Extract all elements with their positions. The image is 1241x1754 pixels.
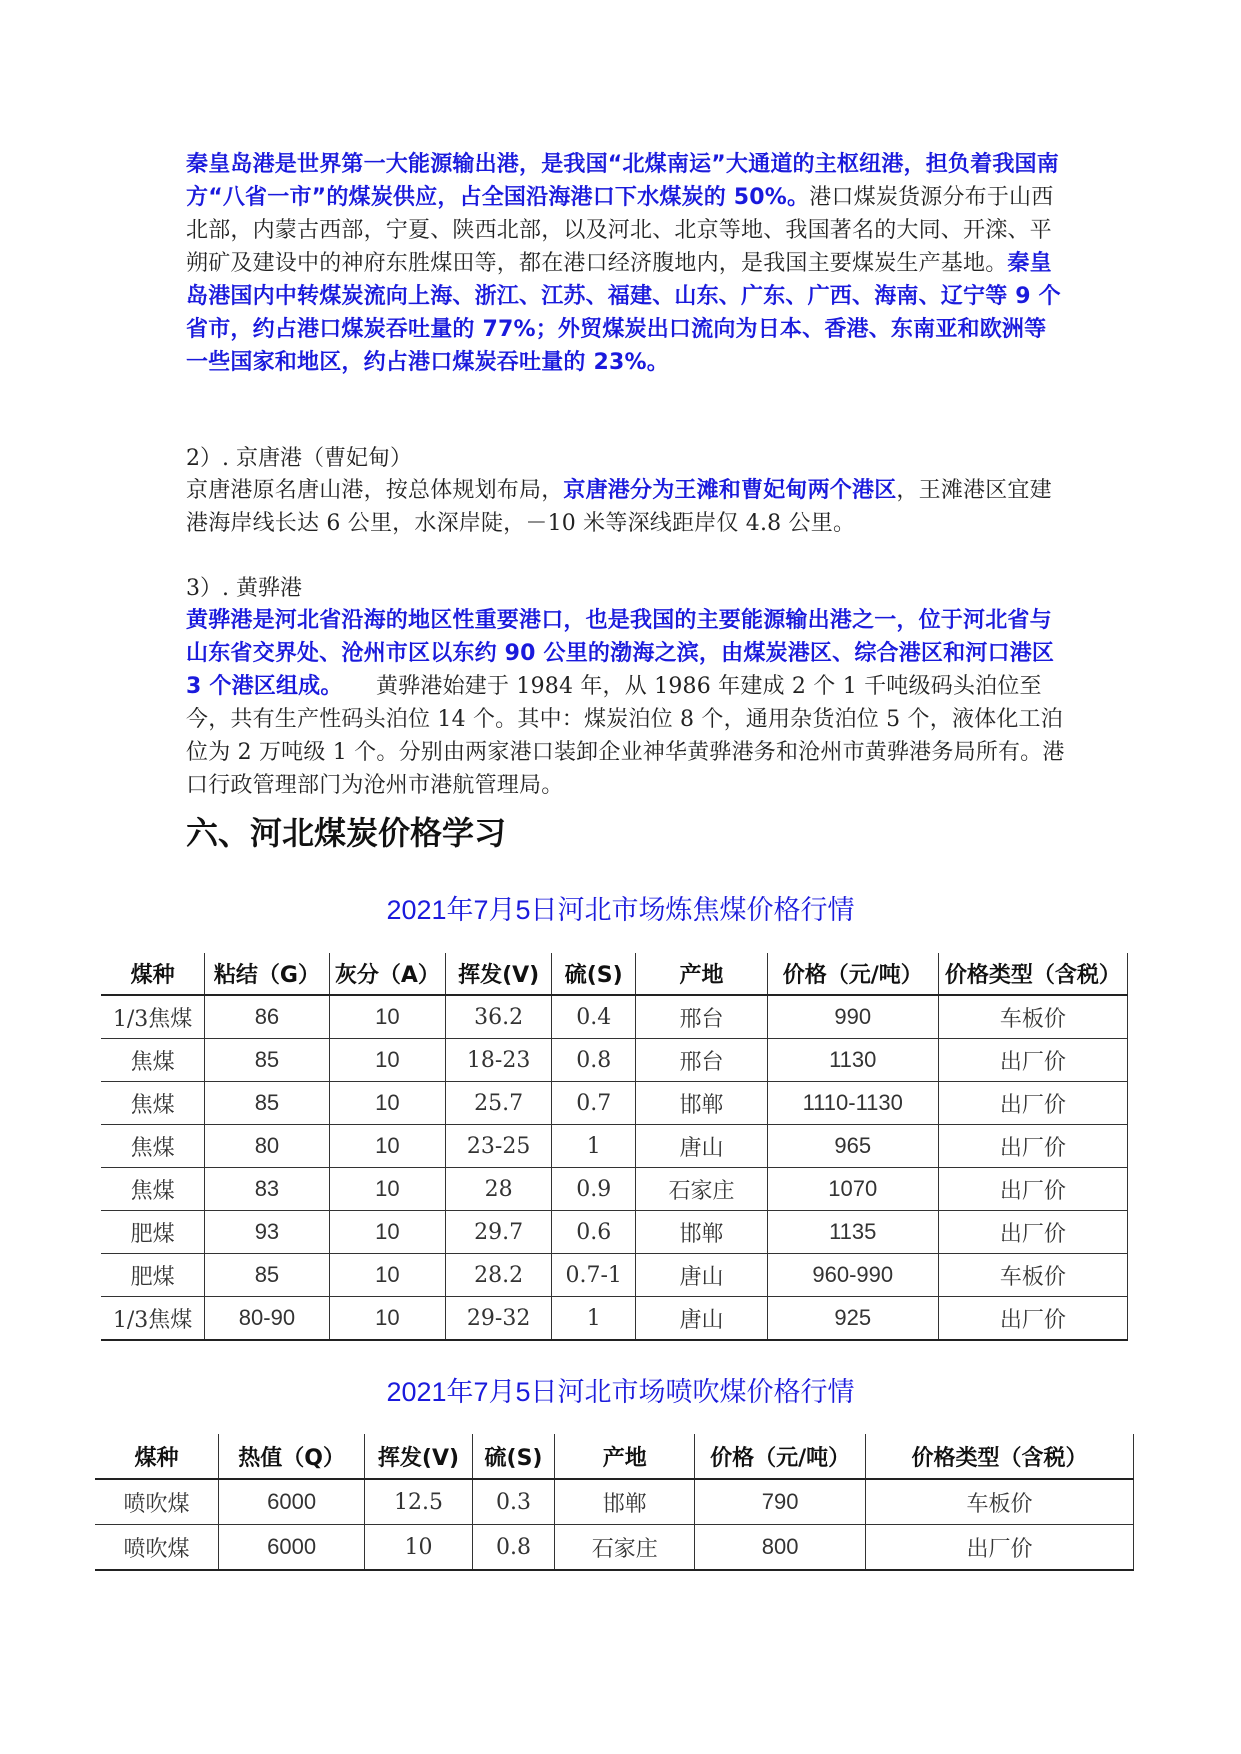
table-cell: 0.8: [472, 1525, 555, 1571]
table-cell: 10: [329, 1125, 445, 1168]
table-cell: 车板价: [938, 995, 1127, 1039]
table-cell: 12.5: [365, 1479, 472, 1525]
table-cell: 焦煤: [101, 1125, 205, 1168]
column-header: 挥发(V): [365, 1434, 472, 1479]
table-cell: 925: [767, 1297, 938, 1341]
body-text: 京唐港原名唐山港，按总体规划布局，: [186, 478, 564, 503]
table-cell: 0.9: [552, 1168, 636, 1211]
table-cell: 邯郸: [636, 1082, 768, 1125]
table-cell: 肥煤: [101, 1211, 205, 1254]
highlight-text: 秦皇岛港国内中转煤炭流向上海、浙江、江苏、福建、山东、广东、广西、海南、辽宁等 9 个省市，约占港口煤炭吞吐量的 77%；外贸煤炭出口流向为日本、香港、东南亚和欧洲等一些国家和地区，约占港口煤炭吞吐量的 23%。: [186, 251, 1061, 375]
table-row: [101, 1168, 1128, 1211]
column-header: 热值（Q）: [219, 1434, 365, 1479]
table-cell: 10: [329, 1082, 445, 1125]
table-cell: 1135: [767, 1211, 938, 1254]
table-cell: 6000: [219, 1525, 365, 1571]
table-cell: 80: [205, 1125, 329, 1168]
coking-coal-price-table: [101, 953, 1128, 1341]
table-cell: 0.7: [552, 1082, 636, 1125]
table-cell: 车板价: [866, 1479, 1134, 1525]
table-cell: 0.6: [552, 1211, 636, 1254]
table-cell: 0.3: [472, 1479, 555, 1525]
table-cell: 83: [205, 1168, 329, 1211]
table-cell: 10: [329, 1297, 445, 1341]
table-cell: 1/3焦煤: [101, 1297, 205, 1341]
table-cell: 喷吹煤: [95, 1479, 219, 1525]
column-header: 硫(S): [472, 1434, 555, 1479]
table-header-row: [95, 1434, 1134, 1479]
table-header-row: [101, 953, 1128, 995]
table-cell: 10: [329, 1211, 445, 1254]
table-cell: 0.8: [552, 1039, 636, 1082]
table-cell: 出厂价: [938, 1039, 1127, 1082]
table-cell: 18-23: [446, 1039, 552, 1082]
table-cell: 29.7: [446, 1211, 552, 1254]
table-cell: 85: [205, 1254, 329, 1297]
table-cell: 800: [695, 1525, 866, 1571]
table-cell: 邢台: [636, 995, 768, 1039]
table-cell: 车板价: [938, 1254, 1127, 1297]
table-row: [101, 995, 1128, 1039]
table-cell: 10: [329, 995, 445, 1039]
table-cell: 1070: [767, 1168, 938, 1211]
table-cell: 85: [205, 1039, 329, 1082]
table-cell: 80-90: [205, 1297, 329, 1341]
table-cell: 10: [329, 1254, 445, 1297]
table-cell: 石家庄: [555, 1525, 695, 1571]
table-cell: 93: [205, 1211, 329, 1254]
table-cell: 唐山: [636, 1254, 768, 1297]
column-header: 价格（元/吨）: [695, 1434, 866, 1479]
table-cell: 出厂价: [938, 1211, 1127, 1254]
table2-title: 2021年7月5日河北市场喷吹煤价格行情: [386, 1377, 855, 1407]
column-header: 价格类型（含税）: [866, 1434, 1134, 1479]
table-cell: 肥煤: [101, 1254, 205, 1297]
column-header: 价格（元/吨）: [767, 953, 938, 995]
table-cell: 唐山: [636, 1125, 768, 1168]
table-cell: 28.2: [446, 1254, 552, 1297]
qinhuangdao-paragraph: [186, 148, 1066, 379]
table-cell: 28: [446, 1168, 552, 1211]
column-header: 挥发(V): [446, 953, 552, 995]
table-cell: 唐山: [636, 1297, 768, 1341]
table-row: [101, 1211, 1128, 1254]
section-title: 六、河北煤炭价格学习: [186, 814, 507, 852]
table-cell: 邯郸: [636, 1211, 768, 1254]
column-header: 价格类型（含税）: [938, 953, 1127, 995]
table-cell: 10: [329, 1168, 445, 1211]
table-cell: 1: [552, 1125, 636, 1168]
table-cell: 85: [205, 1082, 329, 1125]
body-text: ，王滩港区宜建港海岸线长达 6 公里，水深岸陡，－10 米等深线距岸仅 4.8 公里。: [186, 478, 1052, 536]
pci-coal-price-table: [95, 1434, 1134, 1571]
table-cell: 焦煤: [101, 1082, 205, 1125]
column-header: 产地: [555, 1434, 695, 1479]
table-row: [101, 1297, 1128, 1341]
column-header: 硫(S): [552, 953, 636, 995]
column-header: 煤种: [95, 1434, 219, 1479]
column-header: 粘结（G）: [205, 953, 329, 995]
table-row: [101, 1254, 1128, 1297]
table-cell: 10: [329, 1039, 445, 1082]
table-cell: 10: [365, 1525, 472, 1571]
table-row: [95, 1525, 1134, 1571]
column-header: 煤种: [101, 953, 205, 995]
table-cell: 960-990: [767, 1254, 938, 1297]
jingtang-heading: 2）. 京唐港（曹妃甸）: [186, 446, 412, 471]
highlight-text: 黄骅港是河北省沿海的地区性重要港口，也是我国的主要能源输出港之一，位于河北省与山东省交界处、沧州市区以东约 90 公里的渤海之滨，由煤炭港区、综合港区和河口港区 3 个港区组成。: [186, 608, 1055, 699]
huanghua-paragraph: [186, 604, 1066, 802]
table-cell: 990: [767, 995, 938, 1039]
body-text: 港口煤炭货源分布于山西北部，内蒙古西部，宁夏、陕西北部，以及河北、北京等地、我国著名的大同、开滦、平朔矿及建设中的神府东胜煤田等，都在港口经济腹地内，是我国主要煤炭生产基地。: [186, 185, 1054, 276]
table-cell: 出厂价: [938, 1297, 1127, 1341]
highlight-text: 京唐港分为王滩和曹妃甸两个港区: [563, 478, 897, 503]
body-text: 黄骅港始建于 1984 年，从 1986 年建成 2 个 1 千吨级码头泊位至今，共有生产性码头泊位 14 个。其中：煤炭泊位 8 个，通用杂货泊位 5 个，液体化工泊位为 2 万吨级 1 个。分别由两家港口装卸企业神华黄骅港务和沧州市黄骅港务局所有。港口行政管理部门为沧州市港航管理局。: [186, 674, 1065, 798]
table-cell: 石家庄: [636, 1168, 768, 1211]
table-cell: 焦煤: [101, 1039, 205, 1082]
table-cell: 焦煤: [101, 1168, 205, 1211]
table-cell: 喷吹煤: [95, 1525, 219, 1571]
table-cell: 36.2: [446, 995, 552, 1039]
table-cell: 出厂价: [866, 1525, 1134, 1571]
table-cell: 1: [552, 1297, 636, 1341]
table1-title: 2021年7月5日河北市场炼焦煤价格行情: [386, 895, 855, 925]
table-cell: 965: [767, 1125, 938, 1168]
table-cell: 790: [695, 1479, 866, 1525]
table-cell: 25.7: [446, 1082, 552, 1125]
table-cell: 邢台: [636, 1039, 768, 1082]
table-cell: 6000: [219, 1479, 365, 1525]
table-cell: 29-32: [446, 1297, 552, 1341]
table-row: [101, 1082, 1128, 1125]
table-cell: 0.4: [552, 995, 636, 1039]
column-header: 灰分（A）: [329, 953, 445, 995]
table-cell: 1110-1130: [767, 1082, 938, 1125]
table-cell: 23-25: [446, 1125, 552, 1168]
table-cell: 出厂价: [938, 1082, 1127, 1125]
table-cell: 1130: [767, 1039, 938, 1082]
huanghua-heading: 3）. 黄骅港: [186, 576, 302, 601]
jingtang-paragraph: [186, 474, 1066, 540]
table-row: [95, 1479, 1134, 1525]
table-cell: 86: [205, 995, 329, 1039]
column-header: 产地: [636, 953, 768, 995]
highlight-text: 秦皇岛港是世界第一大能源输出港，是我国“北煤南运”大通道的主枢纽港，担负着我国南方“八省一市”的煤炭供应，占全国沿海港口下水煤炭的 50%。: [186, 152, 1059, 210]
table-cell: 出厂价: [938, 1168, 1127, 1211]
table-cell: 1/3焦煤: [101, 995, 205, 1039]
table-row: [101, 1125, 1128, 1168]
table-cell: 邯郸: [555, 1479, 695, 1525]
table-row: [101, 1039, 1128, 1082]
table-cell: 出厂价: [938, 1125, 1127, 1168]
table-cell: 0.7-1: [552, 1254, 636, 1297]
